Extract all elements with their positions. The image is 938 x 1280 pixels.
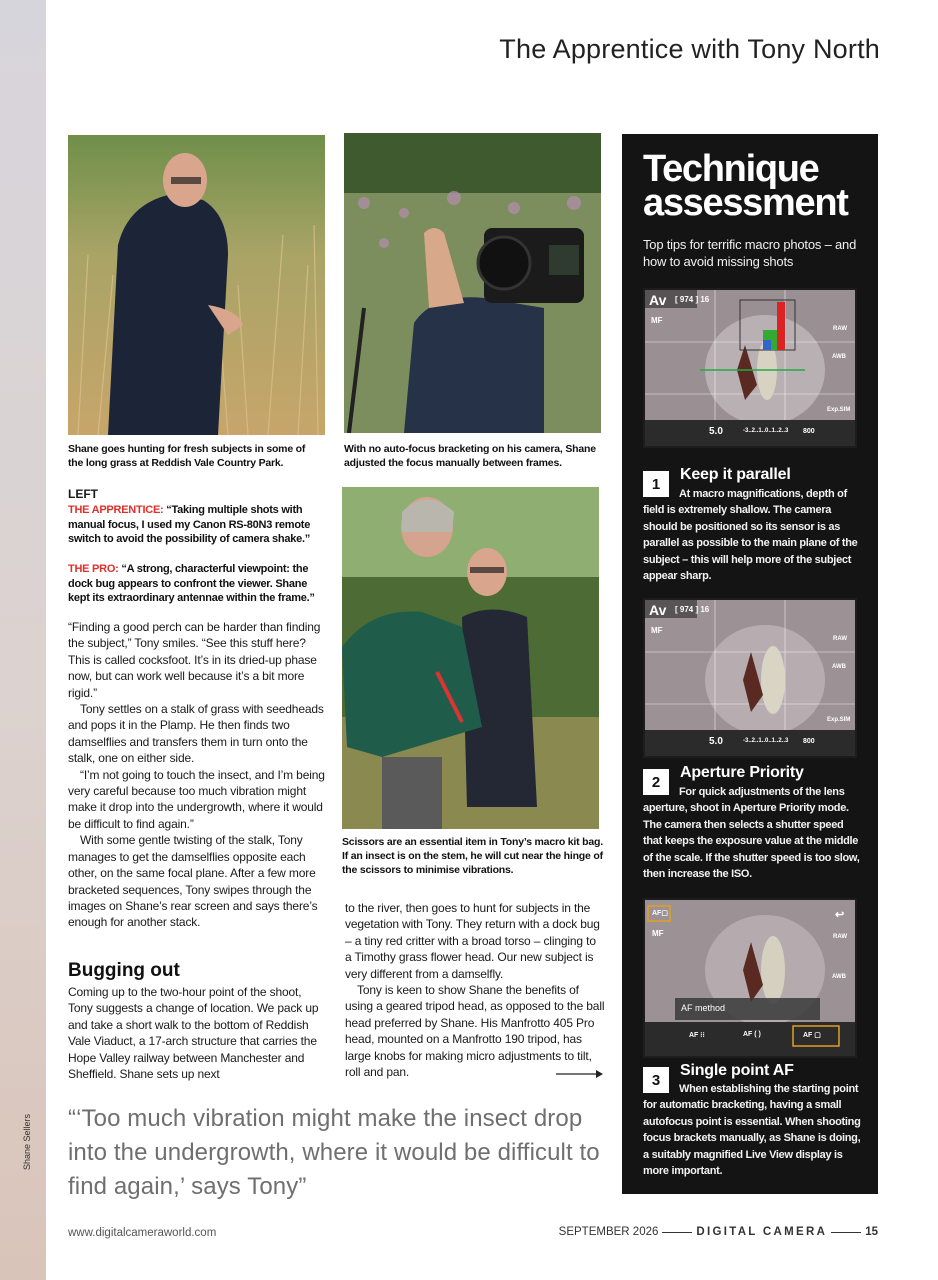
apprentice-quote-text: “Taking multiple shots with manual focus, I used my Canon RS-80N3 remote switch to avoid the possibility of camera shake.” bbox=[68, 504, 311, 545]
body-paragraph: “I’m not going to touch the insect, and I’m being very careful because too much vibration might make it drop into the undergrowth, where it would be difficult to find again.” bbox=[68, 767, 325, 831]
body-paragraph: With some gentle twisting of the stalk, Tony manages to get the damselflies opposite each other, on the same focal plane. After a few more bracketed sequences, Tony swipes through the images on Shane’s rear screen and says there’s enough for another stack. bbox=[68, 833, 318, 930]
pro-tag: THE PRO: bbox=[68, 563, 119, 575]
screen3-opt2: AF ( ) bbox=[743, 1031, 761, 1038]
screen1-scale: -3..2..1..0..1..2..3 bbox=[743, 428, 789, 434]
screen3-opt1: AF ⁝⁝ bbox=[689, 1032, 705, 1039]
screen2-raw: RAW bbox=[833, 636, 847, 642]
screen3-back: ↩ bbox=[835, 909, 845, 921]
tip-3-number: 3 bbox=[643, 1067, 669, 1093]
tip-1-body bbox=[643, 486, 861, 584]
screen1-expsim: Exp.SIM bbox=[827, 407, 851, 413]
camera-screen-2 bbox=[643, 598, 857, 758]
screen2-mf: MF bbox=[651, 626, 663, 635]
side-gradient-strip bbox=[0, 0, 46, 1280]
tip-2-body bbox=[643, 784, 861, 882]
panel-title-line1: Technique bbox=[643, 148, 819, 190]
panel-title bbox=[643, 148, 848, 224]
body-paragraph: Tony is keen to show Shane the benefits of using a geared tripod head, as opposed to the ball head preferred by Shane. His Manfrotto 405 Pro head, mounted on a Manfrotto 190 tripod, has large knobs for making micro adjustments to tilt, roll and pan. bbox=[345, 983, 605, 1080]
photo-shane-in-grass bbox=[68, 135, 325, 435]
screen1-mf: MF bbox=[651, 316, 663, 325]
footer-folio bbox=[559, 1226, 878, 1238]
tip-2-body-text: For quick adjustments of the lens aperture, shoot in Aperture Priority mode. The camera then selects a shutter speed that keeps the exposure value at the middle of the scale. If the shutter speed is too slow, then increase the ISO. bbox=[643, 786, 860, 881]
apprentice-quote bbox=[68, 503, 318, 547]
apprentice-tag: THE APPRENTICE: bbox=[68, 504, 164, 516]
screen2-iso: 800 bbox=[803, 738, 815, 745]
caption-photo2: With no auto-focus bracketing on his camera, Shane adjusted the focus manually between frames. bbox=[344, 443, 596, 469]
page-header-title: The Apprentice with Tony North bbox=[499, 34, 880, 64]
screen3-af-method: AF method bbox=[681, 1003, 726, 1013]
screen3-af1: AF▢ bbox=[652, 910, 668, 917]
screen2-mode: Av bbox=[649, 602, 667, 618]
screen3-opt3: AF ▢ bbox=[803, 1032, 821, 1039]
screen1-awb: AWB bbox=[832, 354, 846, 360]
camera-screen-1 bbox=[643, 288, 857, 448]
section-heading: Bugging out bbox=[68, 960, 180, 981]
tip-2-number: 2 bbox=[643, 769, 669, 795]
pull-quote: “‘Too much vibration might make the insect drop into the undergrowth, where it would be difficult to find again,’ says Tony” bbox=[68, 1105, 600, 1200]
body-paragraph: Coming up to the two-hour point of the shoot, Tony suggests a change of location. We pack up and take a short walk to the bottom of Reddish Vale Viaduct, a 17-arch structure that carries the Hope Valley railway between Manchester and Sheffield. Shane sets up next bbox=[68, 985, 319, 1082]
panel-title-line2: assessment bbox=[643, 182, 848, 224]
left-label: LEFT bbox=[68, 487, 98, 501]
screen2-expsim: Exp.SIM bbox=[827, 717, 851, 723]
screen1-mode: Av bbox=[649, 292, 667, 308]
screen2-aperture: 5.0 bbox=[709, 736, 723, 747]
screen3-raw: RAW bbox=[833, 934, 847, 940]
tip-1-body-text: At macro magnifications, depth of field is extremely shallow. The camera should be positioned so its sensor is as parallel as possible to the main plane of the subject – this will help more of the subject appear sharp. bbox=[643, 488, 858, 583]
body-paragraph: “Finding a good perch can be harder than finding the subject,” Tony smiles. “See this stuff here? This is called cocksfoot. It’s in its dried-up phase now, but can work well because it’s a bit more rigid.” bbox=[68, 620, 321, 700]
screen1-raw: RAW bbox=[833, 326, 847, 332]
photo-camera-on-tripod bbox=[344, 133, 601, 433]
camera-screen-3 bbox=[643, 898, 857, 1058]
body-paragraph: to the river, then goes to hunt for subjects in the vegetation with Tony. They return with a dock bug – a tiny red critter with a broad torso – clinging to a Timothy grass flower head. Our new subject is very different from a damselfly. bbox=[345, 901, 600, 981]
tip-2-title: Aperture Priority bbox=[680, 764, 804, 781]
footer-url: www.digitalcameraworld.com bbox=[68, 1227, 217, 1239]
tip-1-title: Keep it parallel bbox=[680, 466, 791, 483]
page-number: 15 bbox=[865, 1226, 878, 1238]
body-column-1b bbox=[68, 984, 325, 1082]
footer-rule bbox=[831, 1232, 861, 1233]
footer-rule bbox=[662, 1232, 692, 1233]
tip-3-body-text: When establishing the starting point for automatic bracketing, having a small autofocus point is essential. When shooting focus brackets manually, as Shane is doing, a suitably magnified Live View display is more important. bbox=[643, 1083, 861, 1178]
screen1-shots: [ 974 ] 16 bbox=[675, 295, 710, 304]
screen3-awb: AWB bbox=[832, 974, 846, 980]
screen2-scale: -3..2..1..0..1..2..3 bbox=[743, 738, 789, 744]
screen2-shots: [ 974 ] 16 bbox=[675, 605, 710, 614]
screen2-awb: AWB bbox=[832, 664, 846, 670]
tip-1-number: 1 bbox=[643, 471, 669, 497]
pro-quote bbox=[68, 562, 320, 606]
pro-quote-text: “A strong, characterful viewpoint: the dock bug appears to confront the viewer. Shane kept its extraordinary antennae within the frame.” bbox=[68, 563, 315, 604]
caption-photo3: Scissors are an essential item in Tony’s macro kit bag. If an insect is on the stem, he will cut near the hinge of the scissors to minimise vibrations. bbox=[342, 836, 603, 876]
tip-3-title: Single point AF bbox=[680, 1062, 794, 1079]
body-column-2 bbox=[345, 900, 605, 1080]
screen1-aperture: 5.0 bbox=[709, 426, 723, 437]
screen1-iso: 800 bbox=[803, 428, 815, 435]
body-column-1 bbox=[68, 619, 325, 931]
footer-date: SEPTEMBER 2026 bbox=[558, 1226, 659, 1238]
tip-3-body bbox=[643, 1081, 861, 1179]
body-paragraph: Tony settles on a stalk of grass with seedheads and pops it in the Plamp. He then finds two damselflies and transfers them in turn onto the stalk, one on either side. bbox=[68, 702, 324, 766]
screen3-mf: MF bbox=[652, 929, 664, 938]
footer-brand: DIGITAL CAMERA bbox=[696, 1226, 828, 1238]
panel-subtitle: Top tips for terrific macro photos – and how to avoid missing shots bbox=[643, 237, 857, 269]
photo-credit: Shane Sellers bbox=[22, 1113, 32, 1170]
caption-photo1: Shane goes hunting for fresh subjects in some of the long grass at Reddish Vale Country Park. bbox=[68, 443, 306, 469]
continue-arrow-icon bbox=[556, 1068, 604, 1080]
technique-panel bbox=[622, 134, 878, 1194]
photo-scissors-in-field bbox=[342, 487, 599, 829]
